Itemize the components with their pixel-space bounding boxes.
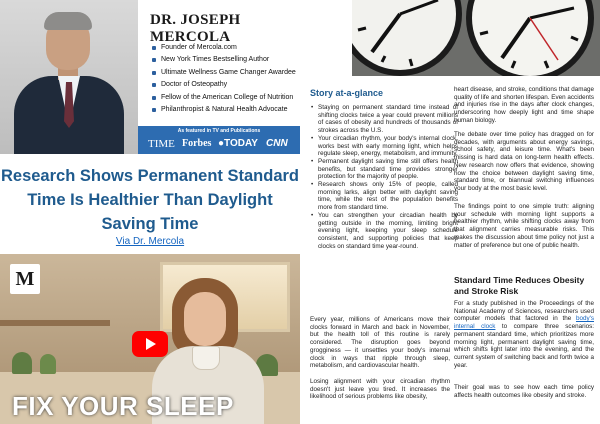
youtube-play-icon[interactable] <box>132 331 168 357</box>
glance-list <box>310 104 458 250</box>
time-logo: TIME <box>148 138 175 150</box>
clocks-image <box>352 0 600 76</box>
credentials-list <box>152 42 296 116</box>
body-paragraph: The debate over time policy has dragged on for decades, with arguments about energy savings, school safety, and leisure time. What's been missing is hard data on long-term health effects. New research now offers that evidence, showing how the choice between daylight saving time, standard time, or biannual switching influences your body at the most basic level. <box>454 131 594 192</box>
glance-item: • Research shows only 15% of people, called morning larks, align better with daylight saving time, while the rest of the population benefits more from standard time. <box>318 181 458 212</box>
credential-item: Ultimate Wellness Game Changer Awardee <box>152 67 296 79</box>
article-page <box>300 0 600 424</box>
glance-item: • Your circadian rhythm, your body's internal clock, works best with early morning light, which helps regulate sleep, energy, metabolism, and immunity. <box>318 135 458 158</box>
channel-logo-badge: M <box>10 264 40 294</box>
today-logo: ●TODAY <box>218 138 258 149</box>
body-paragraph: Their goal was to see how each time policy affects health outcomes like obesity and stroke. <box>454 384 594 399</box>
coffee-cup-icon <box>192 346 220 370</box>
press-logos-bar <box>138 126 300 154</box>
glance-item: • Staying on permanent standard time instead of shifting clocks twice a year could prevent millions of cases of obesity and hundreds of thousands of strokes across the U.S. <box>318 104 458 135</box>
cnn-logo: CNN <box>266 138 288 149</box>
body-paragraph: For a study published in the Proceedings of the National Academy of Sciences, researchers used computer models that factored in the body's internal clock to compare three scenarios: permanent standard time, which prioritizes more morning light, permanent daylight saving time, which shifts light later into the evening, and the current system of switching back and forth twice a year. <box>454 300 594 369</box>
press-caption: As featured in TV and Publications <box>177 128 261 134</box>
credential-item: Philanthropist & Natural Health Advocate <box>152 104 296 116</box>
body-paragraph: Every year, millions of Americans move their clocks forward in March and back in November, but the health toll of this routine is rarely considered. The disruption goes beyond grogginess — it unsettles your body's internal clock in ways that ripple through sleep, metabolism, and cardiovascular health. <box>310 316 450 370</box>
story-at-a-glance-heading: Story at-a-glance <box>310 88 384 98</box>
article-headline: Research Shows Permanent Standard Time Is Healthier Than Daylight Saving Time <box>0 167 299 233</box>
body-paragraph: Losing alignment with your circadian rhythm doesn't just leave you tired. It increases the likelihood of serious problems like obesity, <box>310 378 450 401</box>
section-heading: Standard Time Reduces Obesity and Stroke Risk <box>454 275 585 296</box>
credential-item: Doctor of Osteopathy <box>152 79 296 91</box>
plant-icon <box>40 354 56 374</box>
author-photo <box>0 0 138 154</box>
forbes-logo: Forbes <box>182 138 212 149</box>
via-mercola-link[interactable]: Via Dr. Mercola <box>115 236 185 247</box>
body-paragraph: heart disease, and stroke, conditions that damage quality of life and shorten lifespan. Even accidents and injuries rise in the days after clock changes, underscoring how deeply light and time shape human biology. <box>454 86 594 124</box>
body-paragraph: The findings point to one simple truth: aligning your schedule with morning light supports a healthier rhythm, while shifting clocks away from that alignment carries measurable risks. This makes the discussion about time policy not just a matter of preference but one of public health. <box>454 203 594 249</box>
credential-item: Founder of Mercola.com <box>152 42 296 54</box>
credential-item: Fellow of the American College of Nutrition <box>152 92 296 104</box>
credential-item: New York Times Bestselling Author <box>152 54 296 66</box>
video-thumbnail[interactable] <box>0 254 300 424</box>
plant-icon <box>12 352 32 374</box>
internal-clock-link[interactable]: body's internal clock <box>454 315 594 331</box>
video-title: FIX YOUR SLEEP <box>12 391 234 421</box>
glance-item: • You can strengthen your circadian health by getting outside in the morning, limiting bright evening light, keeping your sleep schedule consistent, and supporting policies that keep clocks on standard time year-round. <box>318 212 458 251</box>
author-name: DR. JOSEPH MERCOLA <box>150 12 241 45</box>
glance-item: • Permanent daylight saving time still offers health benefits, but standard time provides stronger protection for the majority of people. <box>318 158 458 181</box>
author-promo-banner <box>0 0 300 154</box>
